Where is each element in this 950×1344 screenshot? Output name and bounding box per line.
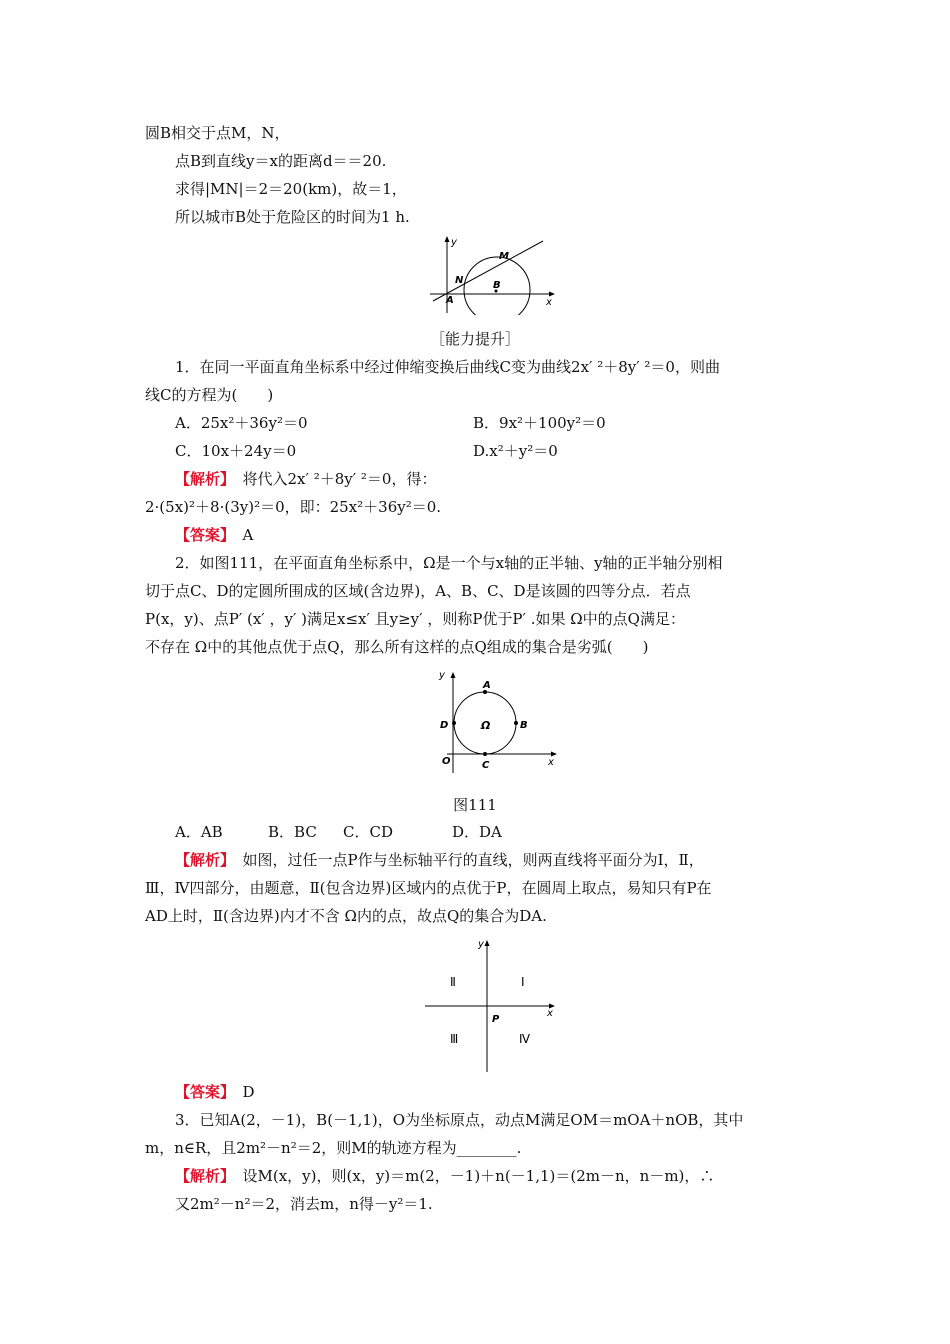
quadrant-label-3: Ⅲ [450,1032,459,1046]
region-omega-label: Ω [481,719,491,732]
axis-label-y: y [439,670,445,681]
point-label-m: M [499,251,509,262]
point-label-p: P [492,1014,500,1025]
text-line: 圆B相交于点M，N， [145,124,290,142]
text-line: 所以城市B处于危险区的时间为1 h. [175,208,410,226]
text-line: P(x，y)、点P′ (x′ ，y′ )满足x≤x′ 且y≥y′ ，则称P优于P′ .如果 Ω中的点Q满足： [145,610,685,628]
figure-caption: 图111 [453,796,497,814]
axis-label-x: x [548,757,554,768]
point-label-b: B [520,720,528,731]
text-line: 线C的方程为( ) [145,386,274,404]
figure-circle-line [425,233,560,315]
text-line: 3．已知A(2，－1)，B(－1,1)，O为坐标原点，动点M满足OM＝mOA＋nOB，其中 [175,1111,744,1129]
option-a: A．25x²＋36y²＝0 [175,414,308,432]
origin-label: O [442,756,451,767]
answer-line [175,1081,255,1103]
text-line: Ⅲ，Ⅳ四部分，由题意，Ⅱ(包含边界)区域内的点优于P，在圆周上取点，易知只有P在 [145,879,712,897]
point-label-a: A [446,295,454,306]
option-b: B．9x²＋100y²＝0 [473,414,606,432]
text-line: m，n∈R，且2m²－n²＝2，则M的轨迹方程为________. [145,1139,522,1157]
answer-tag: 【答案】 [175,1083,228,1101]
text-line: 不存在 Ω中的其他点优于点Q，那么所有这样的点Q组成的集合是劣弧( ) [145,638,649,656]
analysis-tag: 【解析】 [175,1167,228,1185]
point-label-a: A [483,680,491,691]
analysis-line [175,468,436,490]
option-d: D．DA [452,823,502,841]
point-label-b: B [493,280,501,291]
text-line: 求得|MN|＝2＝20(km)，故＝1， [175,180,407,198]
option-d: D.x²＋y²＝0 [473,442,558,460]
analysis-line [175,849,704,871]
analysis-line [175,1165,714,1187]
analysis-text: 将代入2x′ ²＋8y′ ²＝0，得： [227,470,437,488]
analysis-text: 如图，过任一点P作与坐标轴平行的直线，则两直线将平面分为Ⅰ，Ⅱ， [227,851,704,869]
text-line: 切于点C、D的定圆所围成的区域(含边界)，A、B、C、D是该圆的四等分点．若点 [145,582,691,600]
option-c: C．CD [343,823,393,841]
analysis-tag: 【解析】 [175,470,228,488]
option-c: C．10x＋24y＝0 [175,442,297,460]
analysis-tag: 【解析】 [175,851,228,869]
text-line: 1．在同一平面直角坐标系中经过伸缩变换后曲线C变为曲线2x′ ²＋8y′ ²＝0，则曲 [175,358,720,376]
answer-tag: 【答案】 [175,526,228,544]
quadrant-label-4: Ⅳ [519,1032,531,1046]
figure-quadrants [425,936,560,1074]
point-label-c: C [482,760,490,771]
text-line: 2．如图111，在平面直角坐标系中，Ω是一个与x轴的正半轴、y轴的正半轴分别相 [175,554,723,572]
section-title: ［能力提升］ [429,330,520,348]
text-line: 点B到直线y＝x的距离d＝＝20. [175,152,387,170]
point-label-n: N [455,275,464,286]
point-label-d: D [440,720,449,731]
axis-label-y: y [478,939,484,950]
axis-label-x: x [546,297,552,308]
text-line: 2·(5x)²＋8·(3y)²＝0，即：25x²＋36y²＝0. [145,498,442,516]
quadrant-label-2: Ⅱ [450,975,456,989]
answer-line [175,524,253,546]
figure-111 [425,668,560,773]
text-line: 又2m²－n²＝2，消去m，n得－y²＝1. [175,1195,433,1213]
analysis-text: 设M(x，y)，则(x，y)＝m(2，－1)＋n(－1,1)＝(2m－n，n－m)，∴ [227,1167,715,1185]
axis-label-y: y [451,237,457,248]
option-b: B．BC [268,823,317,841]
axis-label-x: x [547,1008,553,1019]
text-line: AD上时，Ⅱ(含边界)内才不含 Ω内的点，故点Q的集合为DA. [145,907,547,925]
option-a: A．AB [175,823,223,841]
answer-text: D [227,1083,255,1101]
quadrant-label-1: Ⅰ [521,975,525,989]
answer-text: A [227,526,254,544]
